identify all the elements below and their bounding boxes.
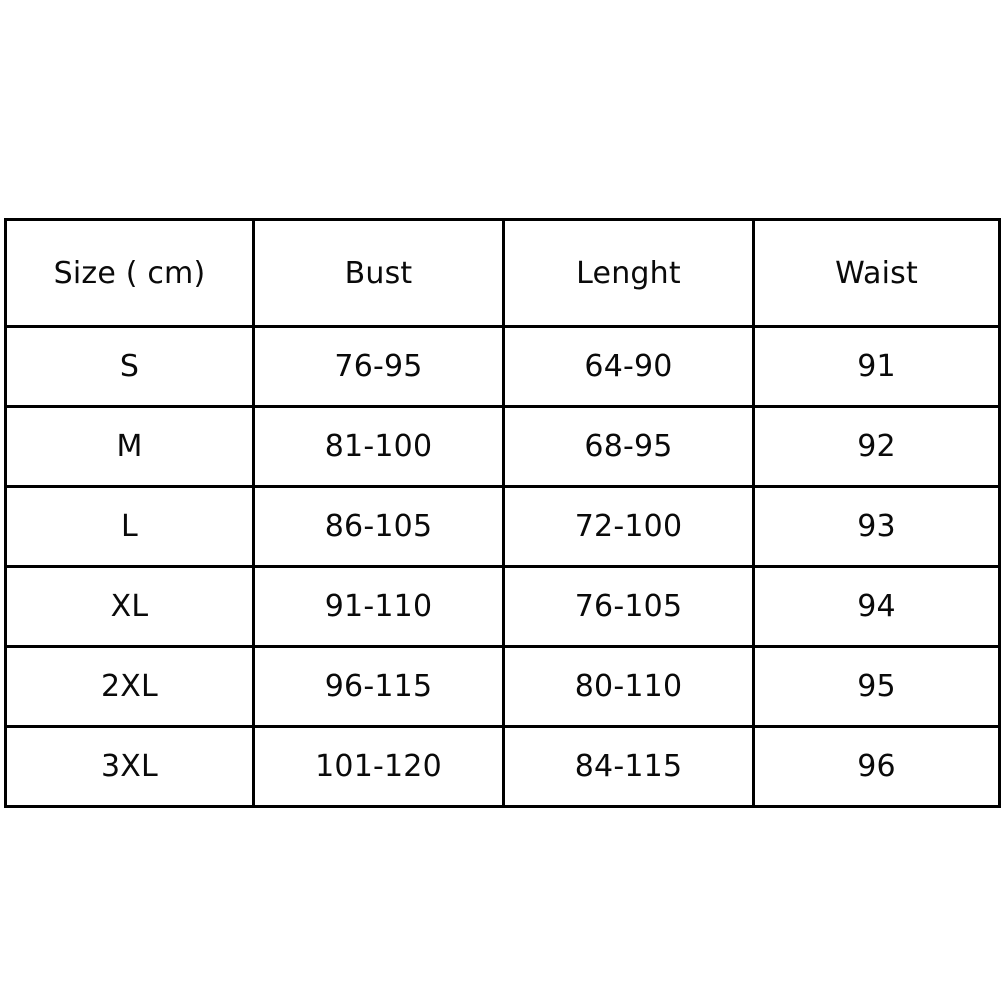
- cell-waist: 91: [754, 327, 1000, 407]
- column-header-lenght-label: Lenght: [576, 255, 681, 291]
- column-header-lenght: [504, 220, 754, 327]
- column-header-size-label: Size ( cm): [53, 255, 206, 291]
- table-header-row: [6, 220, 1000, 327]
- cell-lenght: 68-95: [504, 407, 754, 487]
- cell-size: M: [6, 407, 254, 487]
- cell-waist: 93: [754, 487, 1000, 567]
- cell-lenght: 76-105: [504, 567, 754, 647]
- column-header-waist-label: Waist: [835, 255, 918, 291]
- cell-lenght: 72-100: [504, 487, 754, 567]
- table-row: [6, 567, 1000, 647]
- table-row: [6, 407, 1000, 487]
- cell-lenght: 64-90: [504, 327, 754, 407]
- cell-waist: 94: [754, 567, 1000, 647]
- cell-lenght: 80-110: [504, 647, 754, 727]
- size-chart-table-container: [4, 218, 998, 808]
- table-row: [6, 647, 1000, 727]
- table-body: [6, 327, 1000, 807]
- size-chart-table: [4, 218, 1001, 808]
- cell-bust: 91-110: [254, 567, 504, 647]
- cell-size: 3XL: [6, 727, 254, 807]
- cell-bust: 96-115: [254, 647, 504, 727]
- cell-size: L: [6, 487, 254, 567]
- cell-size: XL: [6, 567, 254, 647]
- cell-waist: 96: [754, 727, 1000, 807]
- cell-bust: 86-105: [254, 487, 504, 567]
- cell-bust: 76-95: [254, 327, 504, 407]
- cell-waist: 92: [754, 407, 1000, 487]
- cell-bust: 101-120: [254, 727, 504, 807]
- cell-size: S: [6, 327, 254, 407]
- cell-bust: 81-100: [254, 407, 504, 487]
- table-row: [6, 727, 1000, 807]
- cell-size: 2XL: [6, 647, 254, 727]
- column-header-size: [6, 220, 254, 327]
- table-row: [6, 487, 1000, 567]
- cell-waist: 95: [754, 647, 1000, 727]
- column-header-bust: [254, 220, 504, 327]
- column-header-bust-label: Bust: [344, 255, 413, 291]
- table-header: [6, 220, 1000, 327]
- table-row: [6, 327, 1000, 407]
- column-header-waist: [754, 220, 1000, 327]
- cell-lenght: 84-115: [504, 727, 754, 807]
